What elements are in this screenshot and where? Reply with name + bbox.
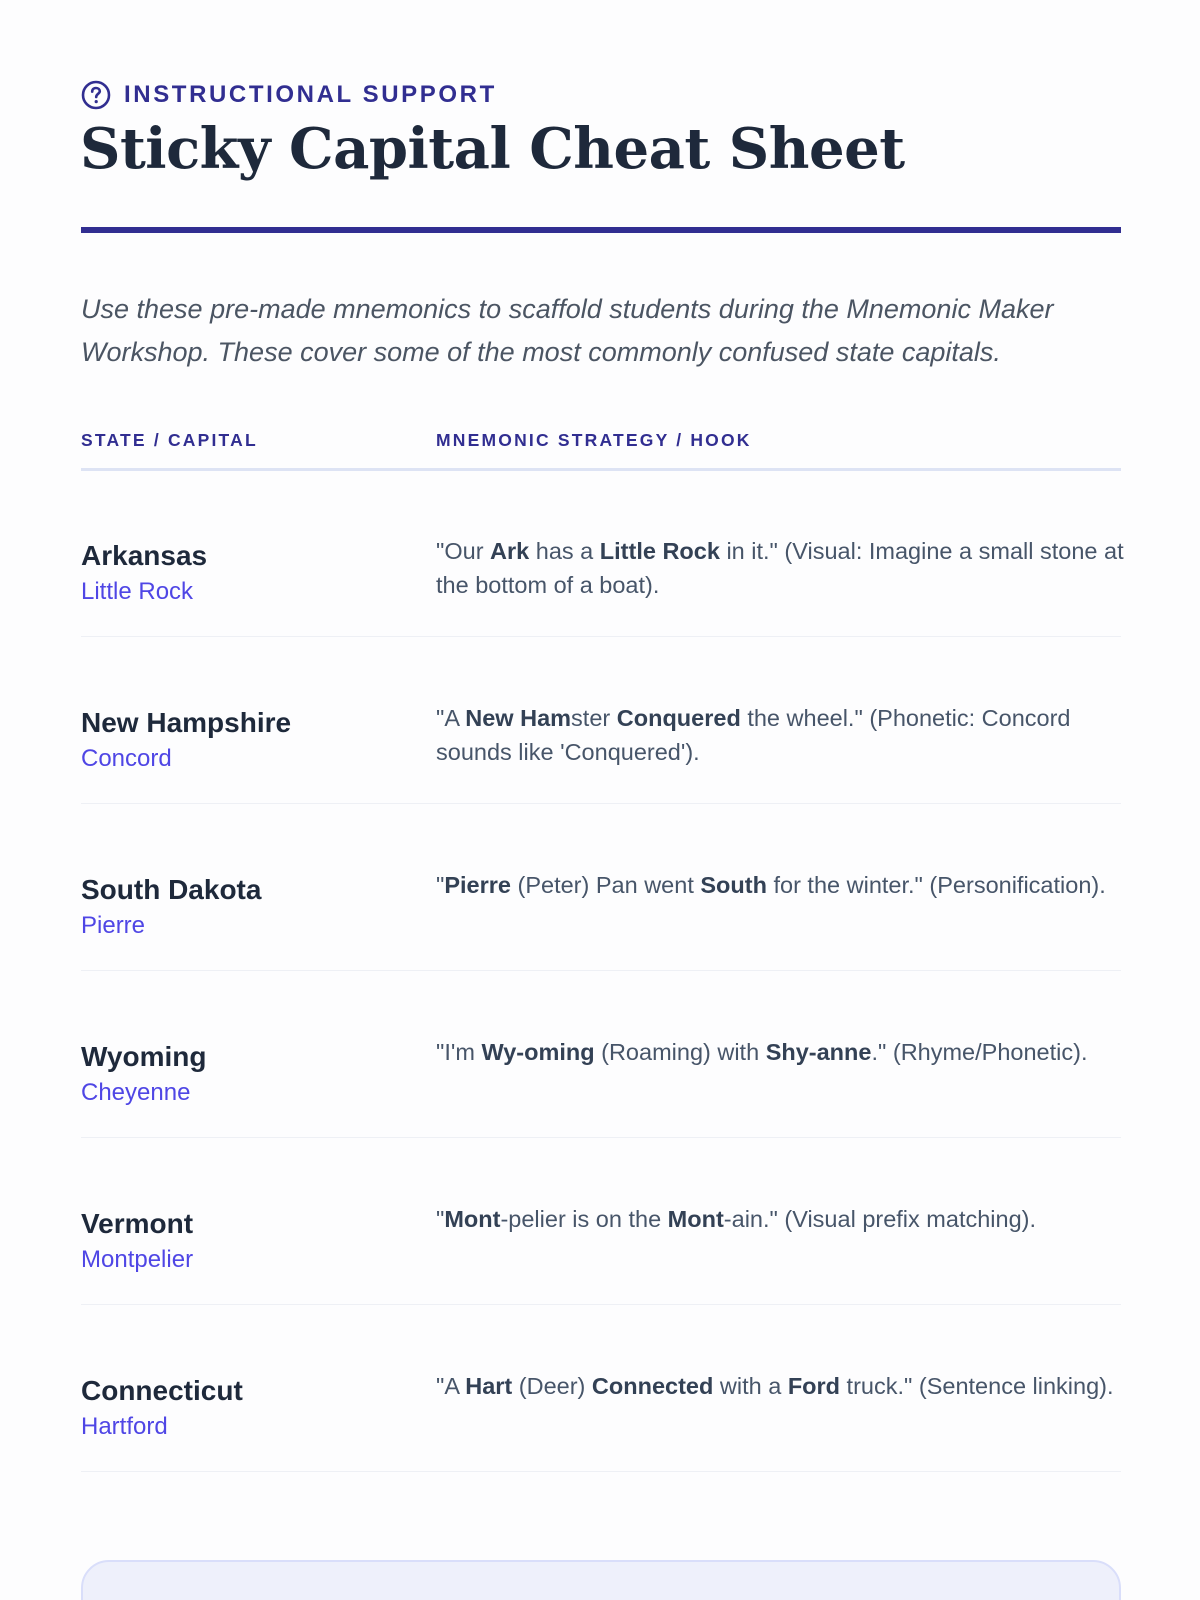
hook-keyword: Hart — [465, 1373, 513, 1399]
hook-text: has a — [529, 538, 600, 564]
hook-text: "Our — [436, 538, 491, 564]
hook-keyword: Ford — [787, 1373, 841, 1399]
table-row — [81, 1305, 1121, 1472]
hook-keyword: Shy-anne — [765, 1039, 872, 1065]
hook-text: with a — [713, 1373, 788, 1399]
hook-text: "I'm — [436, 1039, 482, 1065]
intro-text: Use these pre-made mnemonics to scaffold students during the Mnemonic Maker Workshop. These cover some of the most commonly confused state capitals. — [81, 294, 1054, 367]
eyebrow-label: INSTRUCTIONAL SUPPORT — [124, 81, 497, 108]
hook-text: the wheel." (Phonetic: Concord sounds like 'Conquered'). — [436, 705, 1071, 765]
mnemonic-hook — [436, 1202, 1126, 1236]
capital-name: Pierre — [81, 912, 146, 939]
column-header-hook: MNEMONIC STRATEGY / HOOK — [436, 430, 752, 450]
hook-text: (Roaming) with — [594, 1039, 766, 1065]
hook-text: (Deer) — [512, 1373, 592, 1399]
state-name: Vermont — [81, 1208, 194, 1239]
hook-text: " — [436, 872, 445, 898]
table-row — [81, 637, 1121, 804]
table-header — [81, 428, 1121, 471]
hook-text: -ain." (Visual prefix matching). — [723, 1206, 1037, 1232]
table-row — [81, 971, 1121, 1138]
capital-name: Cheyenne — [81, 1079, 191, 1106]
table-row — [81, 804, 1121, 971]
hook-text: for the winter." (Personification). — [766, 872, 1106, 898]
column-header-state-capital: STATE / CAPITAL — [81, 430, 258, 450]
mnemonic-hook — [436, 1369, 1126, 1403]
hook-keyword: Little Rock — [599, 538, 720, 564]
state-name: New Hampshire — [81, 707, 292, 738]
hook-keyword: Conquered — [616, 705, 741, 731]
mnemonic-hook — [436, 701, 1126, 769]
eyebrow — [81, 80, 497, 110]
capitals-table — [81, 470, 1124, 1472]
hook-keyword: New Ham — [465, 705, 572, 731]
hook-text: truck." (Sentence linking). — [840, 1373, 1114, 1399]
capital-name: Hartford — [81, 1413, 168, 1440]
table-row — [81, 470, 1124, 637]
title-divider — [81, 227, 1121, 233]
question-circle-icon — [81, 80, 111, 110]
tip-box — [81, 1560, 1121, 1600]
state-name: Arkansas — [81, 540, 208, 571]
state-name: Connecticut — [81, 1375, 243, 1406]
hook-text: "A — [436, 1373, 466, 1399]
table-row — [81, 1138, 1121, 1305]
hook-keyword: Ark — [490, 538, 530, 564]
hook-text: (Peter) Pan went — [510, 872, 701, 898]
hook-keyword: Wy-oming — [481, 1039, 595, 1065]
hook-keyword: Connected — [591, 1373, 714, 1399]
capital-name: Montpelier — [81, 1246, 194, 1273]
capital-name: Concord — [81, 745, 172, 772]
state-name: Wyoming — [81, 1041, 207, 1072]
hook-text: "A — [436, 705, 466, 731]
page-title: Sticky Capital Cheat Sheet — [80, 116, 905, 182]
hook-keyword: Mont — [444, 1206, 501, 1232]
capital-name: Little Rock — [81, 578, 194, 605]
mnemonic-hook — [436, 868, 1126, 902]
state-name: South Dakota — [81, 874, 262, 905]
hook-text: ." (Rhyme/Phonetic). — [871, 1039, 1088, 1065]
hook-text: in it." (Visual: Imagine a small stone at the bottom of a boat). — [436, 538, 1124, 598]
mnemonic-hook — [436, 1035, 1126, 1069]
hook-text: ster — [571, 705, 617, 731]
hook-keyword: Pierre — [444, 872, 511, 898]
hook-keyword: South — [700, 872, 767, 898]
mnemonic-hook — [436, 534, 1126, 602]
hook-text: -pelier is on the — [500, 1206, 668, 1232]
hook-keyword: Mont — [667, 1206, 724, 1232]
hook-text: " — [436, 1206, 445, 1232]
